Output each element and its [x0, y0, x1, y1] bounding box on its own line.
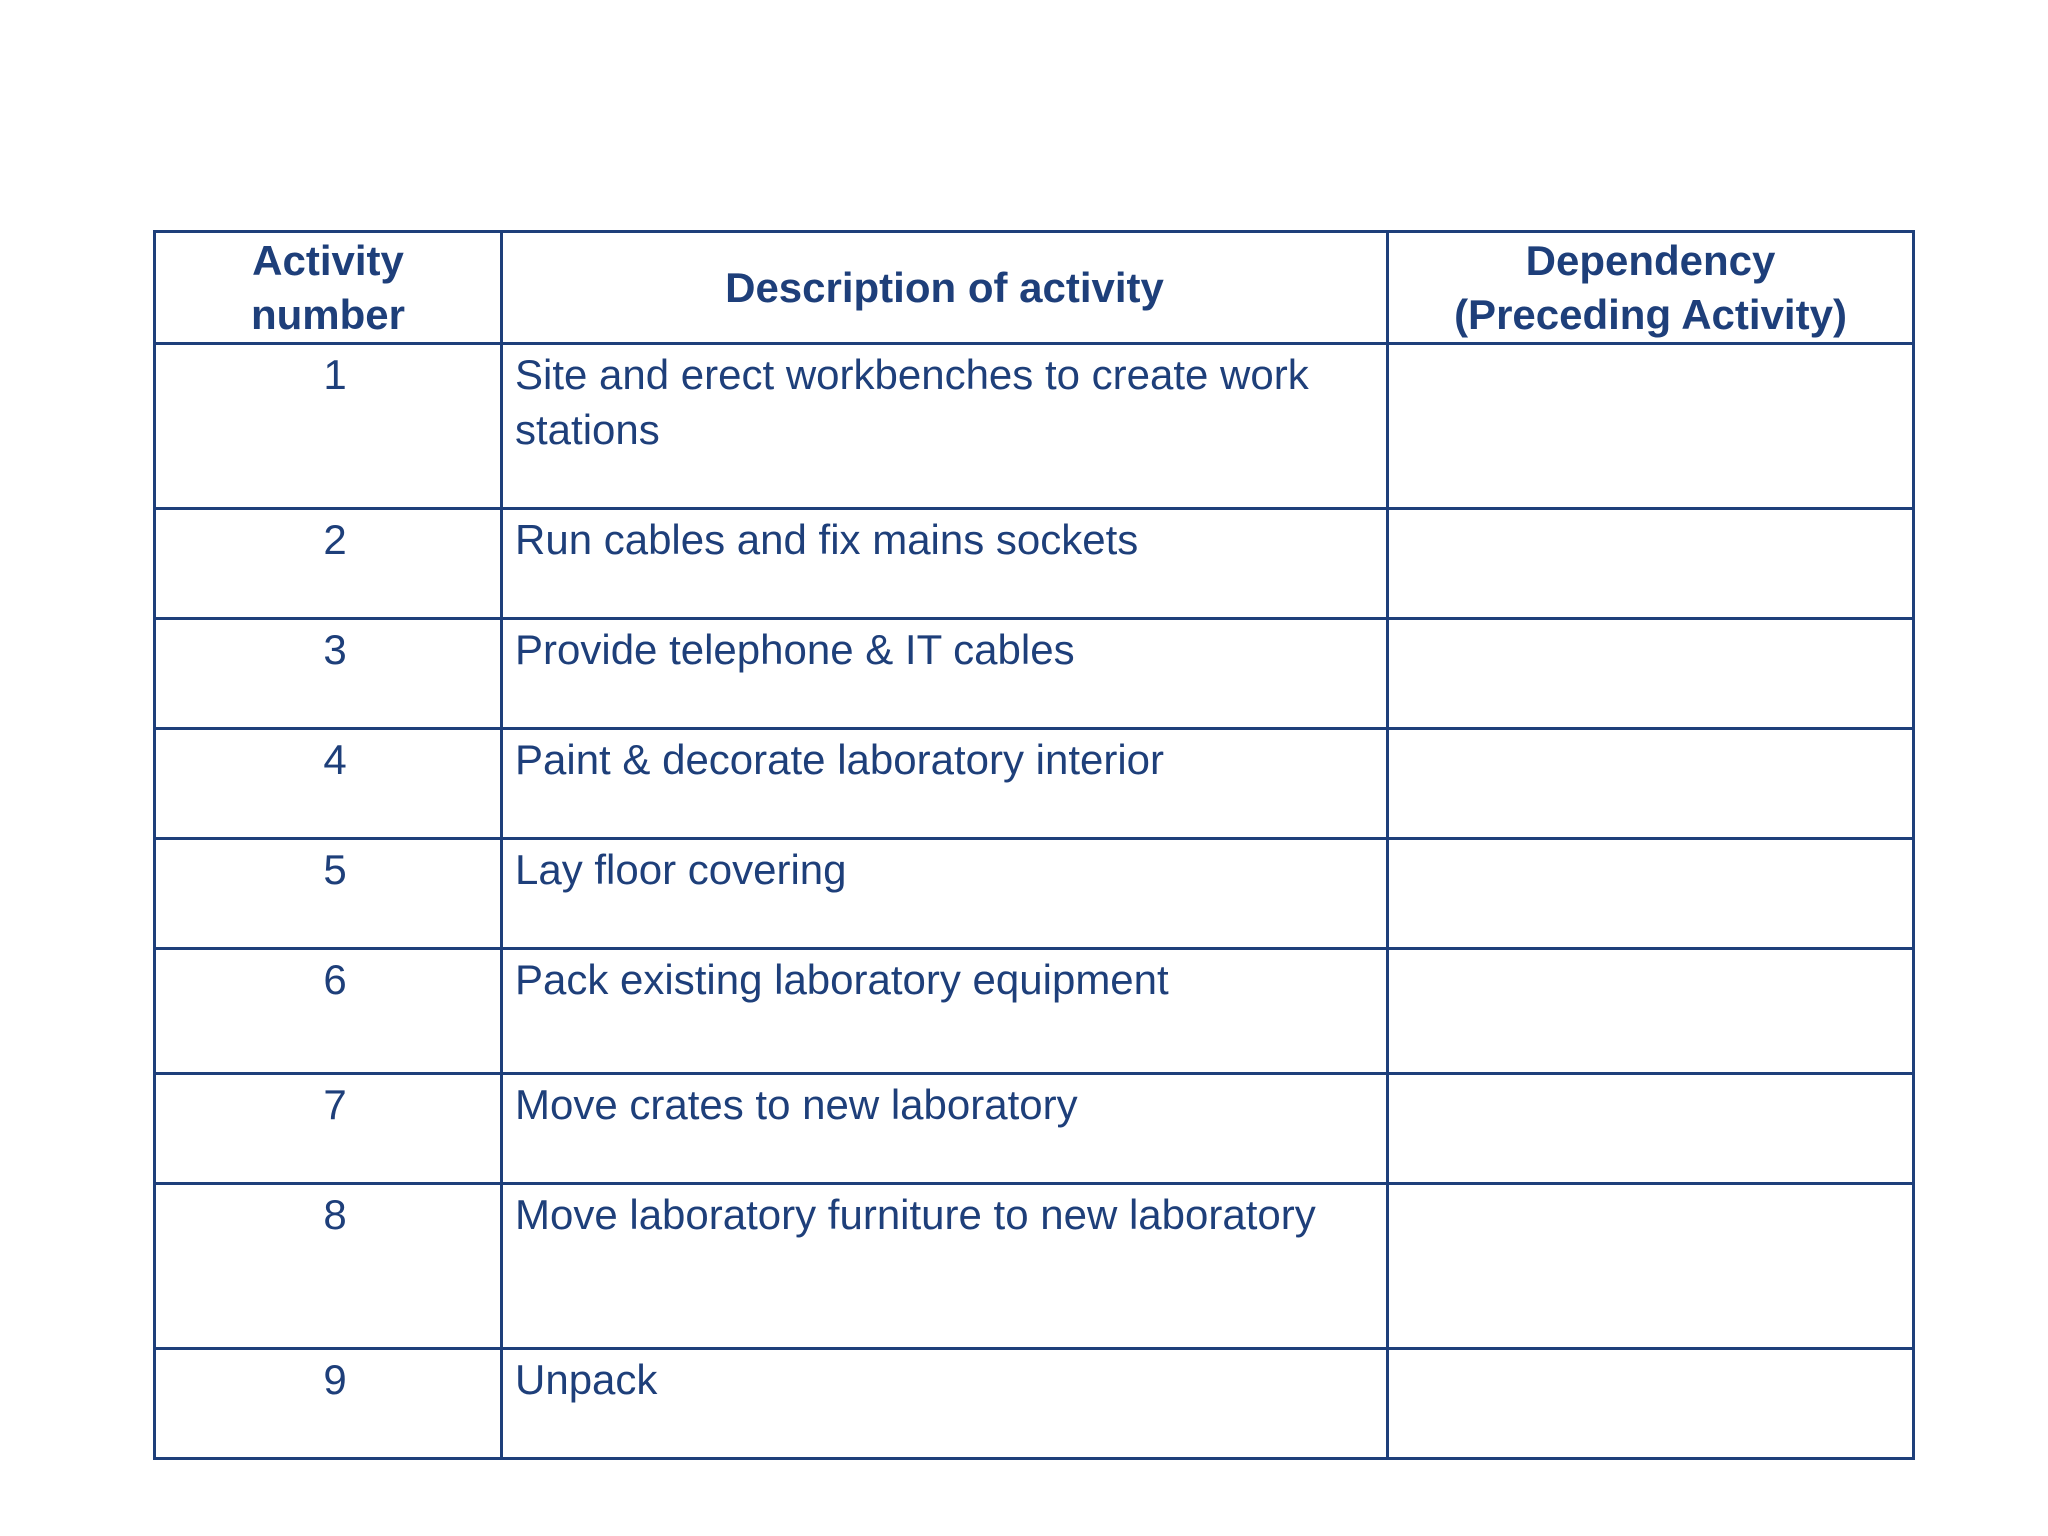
activity-number: 6	[323, 956, 347, 1003]
dependency-cell[interactable]	[1388, 949, 1914, 1074]
activity-description-cell	[502, 1184, 1388, 1349]
table-row	[155, 1074, 1914, 1184]
table-row	[155, 949, 1914, 1074]
activity-description: Move laboratory furniture to new laboratory	[515, 1191, 1316, 1238]
activity-number: 9	[323, 1356, 347, 1403]
dependency-cell[interactable]	[1388, 509, 1914, 619]
table-row	[155, 1184, 1914, 1349]
dependency-cell[interactable]	[1388, 1074, 1914, 1184]
activity-number-cell	[155, 619, 502, 729]
header-dependency: Dependency (Preceding Activity)	[1388, 232, 1914, 344]
dependency-cell[interactable]	[1388, 619, 1914, 729]
activity-description: Paint & decorate laboratory interior	[515, 736, 1165, 783]
activity-number: 4	[323, 736, 347, 783]
activity-description-cell	[502, 619, 1388, 729]
activity-number-cell	[155, 1074, 502, 1184]
activity-description: Unpack	[515, 1356, 658, 1403]
activity-number: 2	[323, 516, 347, 563]
header-activity-number: Activity number	[155, 232, 502, 344]
activity-number-cell	[155, 509, 502, 619]
activity-number: 3	[323, 626, 347, 673]
activity-number-cell	[155, 1184, 502, 1349]
activity-number: 5	[323, 846, 347, 893]
activity-description-cell	[502, 1349, 1388, 1459]
table-row	[155, 839, 1914, 949]
activity-number-cell	[155, 344, 502, 509]
table-row	[155, 619, 1914, 729]
activity-description-cell	[502, 949, 1388, 1074]
activity-number-cell	[155, 839, 502, 949]
activity-description: Move crates to new laboratory	[515, 1081, 1078, 1128]
table-row	[155, 1349, 1914, 1459]
activity-description-cell	[502, 344, 1388, 509]
table-row	[155, 344, 1914, 509]
activity-number-cell	[155, 1349, 502, 1459]
table-row	[155, 729, 1914, 839]
activity-description: Lay floor covering	[515, 846, 847, 893]
dependency-cell[interactable]	[1388, 1349, 1914, 1459]
activity-number: 7	[323, 1081, 347, 1128]
dependency-cell[interactable]	[1388, 729, 1914, 839]
activity-number: 8	[323, 1191, 347, 1238]
dependency-cell[interactable]	[1388, 839, 1914, 949]
activity-number-cell	[155, 949, 502, 1074]
header-description: Description of activity	[502, 232, 1388, 344]
activity-description-cell	[502, 1074, 1388, 1184]
activity-number: 1	[323, 351, 347, 398]
activity-description-cell	[502, 509, 1388, 619]
activity-number-cell	[155, 729, 502, 839]
table-header-row	[155, 232, 1914, 344]
activity-dependency-table	[153, 230, 1915, 1460]
activity-description-cell	[502, 729, 1388, 839]
table-row	[155, 509, 1914, 619]
activity-description: Run cables and fix mains sockets	[515, 516, 1139, 563]
dependency-cell[interactable]	[1388, 1184, 1914, 1349]
activity-description-cell	[502, 839, 1388, 949]
activity-description: Provide telephone & IT cables	[515, 626, 1075, 673]
activity-description: Site and erect workbenches to create work stations	[515, 351, 1309, 453]
dependency-cell[interactable]	[1388, 344, 1914, 509]
activity-description: Pack existing laboratory equipment	[515, 956, 1169, 1003]
